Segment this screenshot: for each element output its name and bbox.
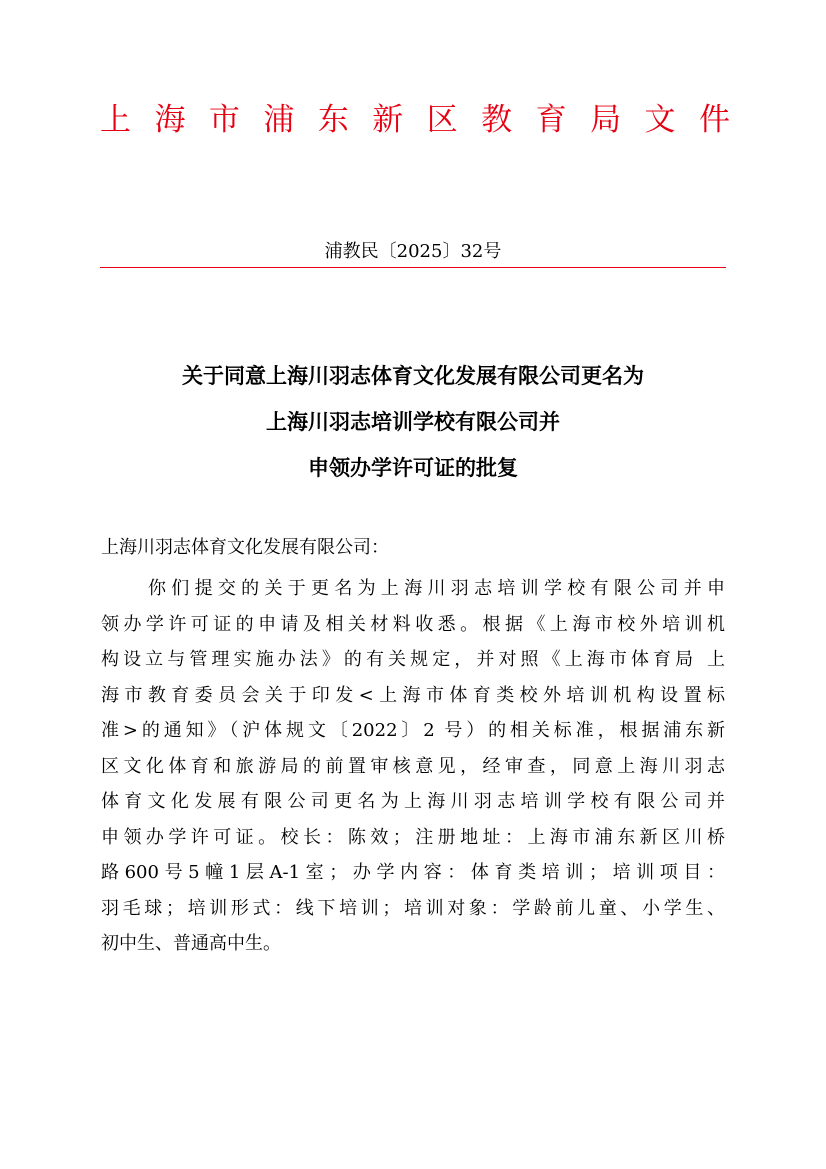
body-line: 区文化体育和旅游局的前置审核意见，经审查，同意上海川羽志	[101, 755, 725, 777]
subject-line: 上海川羽志培训学校有限公司并	[266, 409, 560, 434]
subject-line: 关于同意上海川羽志体育文化发展有限公司更名为	[182, 363, 644, 388]
body-line: 领办学许可证的申请及相关材料收悉。根据《上海市校外培训机	[101, 613, 725, 635]
header-char: 市	[208, 102, 240, 138]
subject-line: 申领办学许可证的批复	[308, 455, 518, 480]
body-line: 你们提交的关于更名为上海川羽志培训学校有限公司并申	[148, 578, 725, 599]
header-char: 件	[698, 102, 730, 138]
issuing-authority-header	[100, 98, 730, 142]
body-line: 体育文化发展有限公司更名为上海川羽志培训学校有限公司并	[101, 791, 725, 812]
header-char: 新	[372, 102, 404, 138]
header-char: 区	[426, 102, 458, 138]
header-char: 东	[317, 102, 349, 138]
header-char: 局	[590, 102, 622, 138]
header-char: 育	[535, 102, 567, 138]
header-char: 浦	[263, 102, 295, 138]
red-divider-line	[100, 267, 726, 268]
body-line: 准>的通知》（沪体规文〔2022〕2 号）的相关标准，根据浦东新	[101, 720, 725, 741]
body-line: 初中生、普通高中生。	[101, 933, 281, 954]
document-subject	[100, 353, 726, 491]
header-char: 文	[644, 102, 676, 138]
document-number: 浦教民〔2025〕32号	[324, 241, 502, 262]
salutation: 上海川羽志体育文化发展有限公司：	[101, 537, 389, 558]
body-line: 申领办学许可证。校长：陈效；注册地址：上海市浦东新区川桥	[101, 826, 725, 848]
header-char: 海	[154, 102, 186, 138]
body-line: 构设立与管理实施办法》的有关规定，并对照《上海市体育局 上	[101, 649, 725, 670]
body-line: 羽毛球；培训形式：线下培训；培训对象：学龄前儿童、小学生、	[101, 897, 725, 919]
header-char: 上	[100, 102, 131, 138]
body-line: 海市教育委员会关于印发<上海市体育类校外培训机构设置标	[101, 684, 725, 706]
header-char: 教	[481, 102, 513, 138]
body-paragraph	[101, 571, 725, 962]
body-line: 路600号5幢1层A-1室；办学内容：体育类培训；培训项目：	[101, 862, 725, 883]
